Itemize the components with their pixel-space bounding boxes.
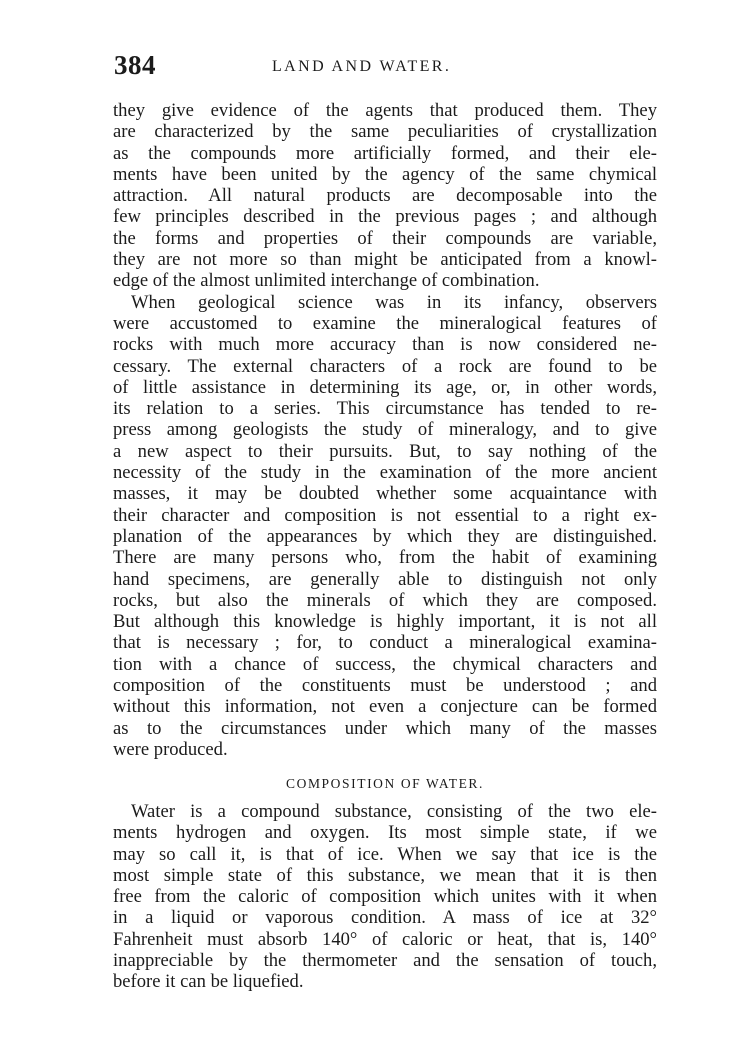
text-line: they give evidence of the agents that produced them. They (113, 100, 657, 121)
text-line: press among geologists the study of mineralogy, and to give (113, 419, 657, 441)
text-line: as to the circumstances under which many of the masses (113, 717, 657, 739)
running-head (112, 50, 660, 84)
text-line: rocks, but also the minerals of which they are composed. (113, 589, 657, 611)
text-line: cessary. The external characters of a rock are found to be (113, 355, 657, 377)
text-line: Water is a compound substance, consisting of the two ele- (131, 801, 657, 822)
text-line: that is necessary ; for, to conduct a mineralogical examina- (113, 632, 657, 654)
text-line: hand specimens, are generally able to distinguish not only (113, 568, 657, 590)
text-line: composition of the constituents must be understood ; and (113, 675, 657, 697)
text-line: few principles described in the previous pages ; and although (113, 206, 657, 228)
paragraph-1 (113, 100, 657, 292)
text-line: a new aspect to their pursuits. But, to say nothing of the (113, 440, 657, 462)
text-line: in a liquid or vaporous condition. A mass of ice at 32° (113, 907, 657, 929)
running-title: LAND AND WATER. (272, 58, 452, 75)
text-line: But although this knowledge is highly important, it is not all (113, 611, 657, 633)
text-line: free from the caloric of composition which unites with it when (113, 886, 657, 908)
paragraph-2 (113, 292, 657, 761)
text-line: were accustomed to examine the mineralogical features of (113, 312, 657, 334)
text-line: their character and composition is not essential to a right ex- (113, 504, 657, 526)
section-heading: COMPOSITION OF WATER. (286, 776, 484, 791)
body-text (113, 100, 657, 760)
text-line: edge of the almost unlimited interchange of combination. (113, 270, 540, 292)
text-line: may so call it, is that of ice. When we say that ice is the (113, 843, 657, 865)
text-line: necessity of the study in the examination of the more ancient (113, 462, 657, 484)
text-line: they are not more so than might be anticipated from a knowl- (113, 249, 657, 271)
text-line: When geological science was in its infancy, observers (131, 291, 657, 313)
text-line: are characterized by the same peculiarities of crystallization (113, 121, 657, 143)
text-line: rocks with much more accuracy than is now considered ne- (113, 334, 657, 356)
text-line: tion with a chance of success, the chymical characters and (113, 653, 657, 675)
text-line: most simple state of this substance, we mean that it is then (113, 864, 657, 886)
text-line: of little assistance in determining its age, or, in other words, (113, 376, 657, 398)
text-line: were produced. (113, 738, 228, 760)
text-line: Fahrenheit must absorb 140° of caloric or heat, that is, 140° (113, 928, 657, 950)
paragraph-3 (113, 801, 657, 993)
text-line: planation of the appearances by which they are distinguished. (113, 525, 657, 547)
text-line: attraction. All natural products are decomposable into the (113, 185, 657, 207)
text-line: inappreciable by the thermometer and the sensation of touch, (113, 950, 657, 972)
text-line: ments have been united by the agency of the same chymical (113, 163, 657, 185)
text-line: without this information, not even a conjecture can be formed (113, 696, 657, 718)
text-line: its relation to a series. This circumstance has tended to re- (113, 398, 657, 420)
text-line: masses, it may be doubted whether some acquaintance with (113, 483, 657, 505)
text-line: ments hydrogen and oxygen. Its most simple state, if we (113, 822, 657, 844)
page-number: 384 (114, 50, 156, 80)
text-line: There are many persons who, from the habit of examining (113, 547, 657, 569)
text-line: the forms and properties of their compounds are variable, (113, 227, 657, 249)
text-line: as the compounds more artificially formed, and their ele- (113, 142, 657, 164)
text-line: before it can be liquefied. (113, 971, 304, 993)
